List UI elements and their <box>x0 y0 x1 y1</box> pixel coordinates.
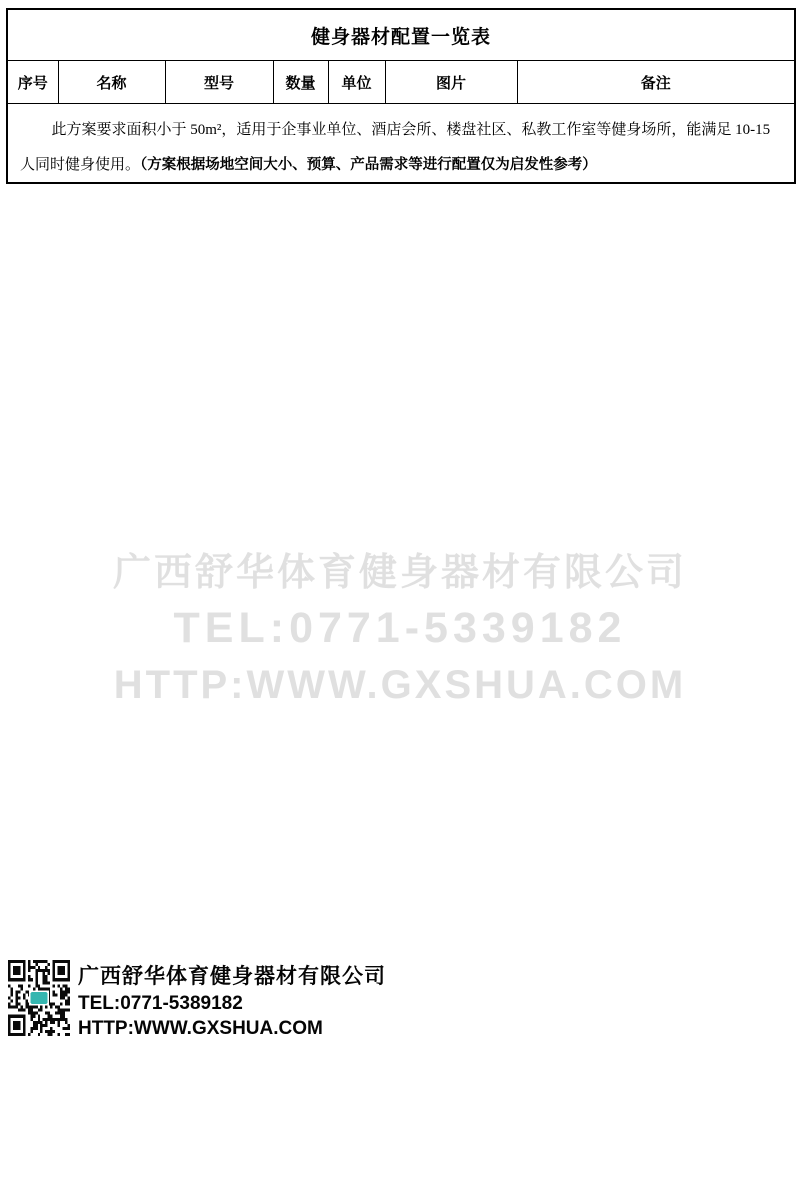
col-header-no: 序号 <box>7 61 58 104</box>
company-stamp <box>8 960 386 1040</box>
table-header-row <box>7 61 795 104</box>
col-header-remarks: 备注 <box>517 61 795 104</box>
footer-note: （方案根据场地空间大小、预算、产品需求等进行配置仅为启发性参考） <box>140 156 597 173</box>
footer-text: 此方案要求面积小于 50m²，适用于企事业单位、酒店会所、楼盘社区、私教工作室等健身场所，能满足 10-15 人同时健身使用。 <box>20 122 771 173</box>
qr-code-icon <box>8 960 70 1036</box>
watermark-tel: TEL:0771-5339182 <box>173 604 627 652</box>
stamp-company: 广西舒华体育健身器材有限公司 <box>78 965 386 988</box>
col-header-model: 型号 <box>165 61 273 104</box>
col-header-name: 名称 <box>58 61 165 104</box>
footer-paragraph <box>20 113 782 182</box>
col-header-qty: 数量 <box>273 61 328 104</box>
watermark-url: HTTP:WWW.GXSHUA.COM <box>113 663 687 707</box>
page-title: 健身器材配置一览表 <box>7 9 795 61</box>
footer-note-cell <box>7 104 795 184</box>
stamp-url: HTTP:WWW.GXSHUA.COM <box>78 1018 323 1039</box>
stamp-tel: TEL:0771-5389182 <box>78 993 243 1014</box>
watermark <box>0 541 800 708</box>
equipment-table <box>6 8 796 184</box>
col-header-unit: 单位 <box>328 61 385 104</box>
watermark-company: 广西舒华体育健身器材有限公司 <box>112 552 687 594</box>
col-header-picture: 图片 <box>385 61 517 104</box>
